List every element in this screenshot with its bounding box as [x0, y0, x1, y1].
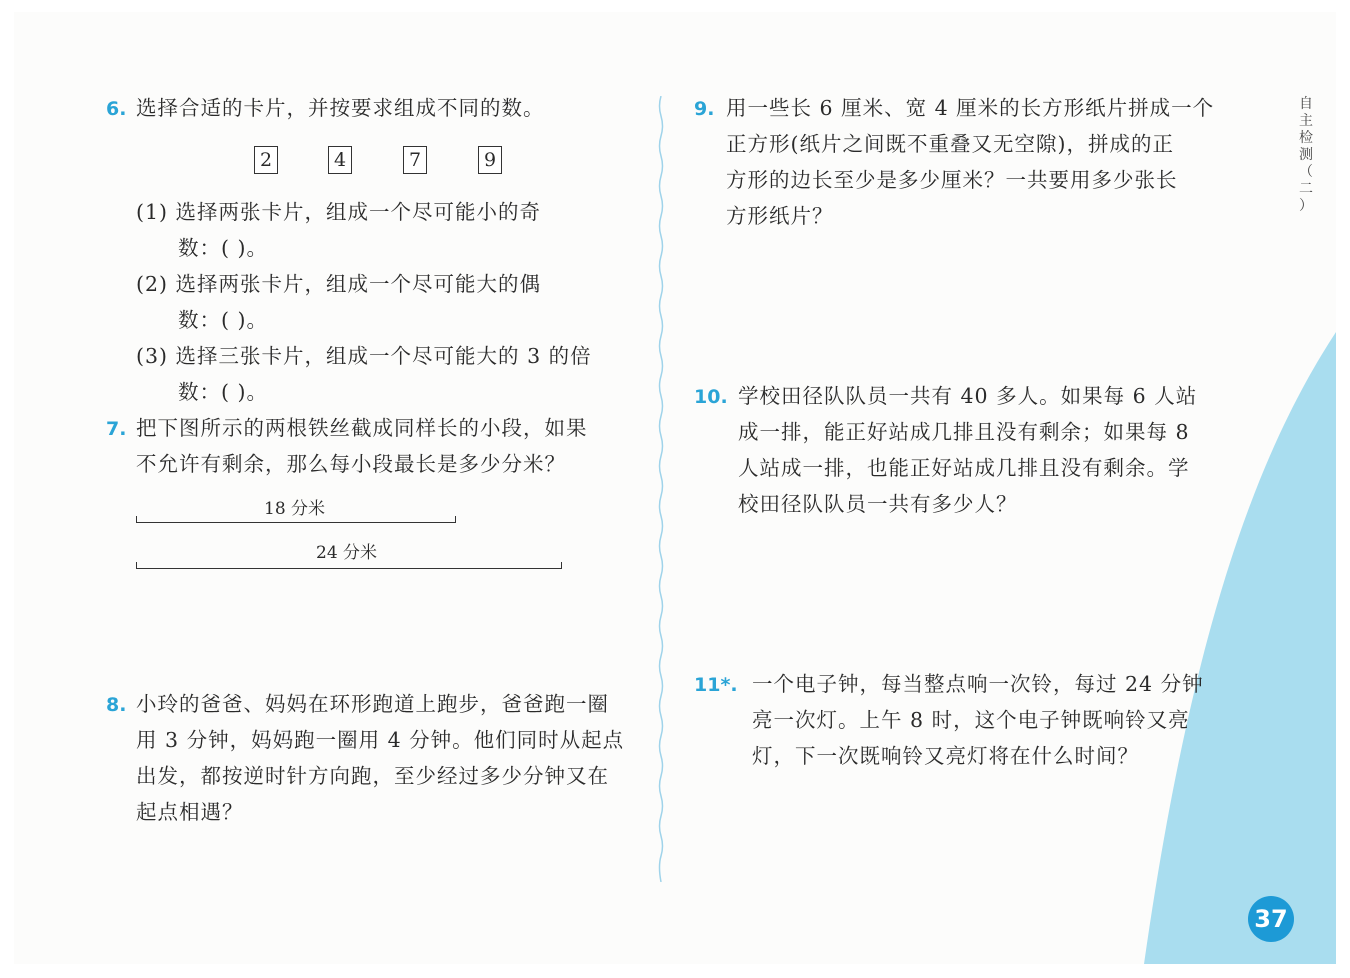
number-card-2: 2	[254, 146, 278, 174]
q10-line3: 人站成一排，也能正好站成几排且没有剩余。学	[738, 456, 1190, 480]
page-number-badge: 37	[1248, 896, 1294, 942]
q6-part1-line1: (1) 选择两张卡片，组成一个尽可能小的奇	[136, 200, 542, 224]
side-char: 检	[1299, 130, 1313, 146]
side-char: 二	[1299, 181, 1313, 197]
q11-line1: 一个电子钟，每当整点响一次铃，每过 24 分钟	[752, 672, 1204, 696]
q9-line4: 方形纸片？	[726, 204, 834, 228]
side-char: 测	[1299, 147, 1313, 163]
question-7-number: 7.	[106, 418, 127, 440]
wire-24-segment	[136, 562, 562, 569]
q6-part3-line2: 数：( )。	[178, 380, 269, 404]
q11-line2: 亮一次灯。上午 8 时，这个电子钟既响铃又亮	[752, 708, 1190, 732]
question-8-text	[136, 686, 624, 830]
question-6-text: 选择合适的卡片，并按要求组成不同的数。	[136, 96, 545, 120]
question-6-number: 6.	[106, 98, 127, 120]
question-9-number: 9.	[694, 98, 715, 120]
q6-part2-line2: 数：( )。	[178, 308, 269, 332]
wire-18-label: 18 分米	[264, 499, 326, 519]
q8-line2: 用 3 分钟，妈妈跑一圈用 4 分钟。他们同时从起点	[136, 728, 625, 752]
question-10-text	[738, 378, 1197, 522]
side-char: ）	[1299, 198, 1313, 214]
q10-line4: 校田径队队员一共有多少人？	[738, 492, 1018, 516]
q10-line2: 成一排，能正好站成几排且没有剩余；如果每 8	[738, 420, 1190, 444]
number-card-4: 4	[328, 146, 352, 174]
workbook-page	[14, 12, 1336, 964]
side-char: 主	[1299, 113, 1313, 129]
q11-line3: 灯，下一次既响铃又亮灯将在什么时间？	[752, 744, 1139, 768]
q8-line3: 出发，都按逆时针方向跑，至少经过多少分钟又在	[136, 764, 609, 788]
question-11-text	[752, 666, 1204, 774]
q7-line2: 不允许有剩余，那么每小段最长是多少分米？	[136, 452, 566, 476]
number-card-7: 7	[403, 146, 427, 174]
q7-line1: 把下图所示的两根铁丝截成同样长的小段，如果	[136, 416, 588, 440]
q8-line1: 小玲的爸爸、妈妈在环形跑道上跑步，爸爸跑一圈	[136, 692, 609, 716]
q9-line1: 用一些长 6 厘米、宽 4 厘米的长方形纸片拼成一个	[726, 96, 1215, 120]
page-divider	[657, 96, 665, 882]
q6-part3-line1: (3) 选择三张卡片，组成一个尽可能大的 3 的倍	[136, 344, 592, 368]
question-7-text	[136, 410, 588, 482]
q10-line1: 学校田径队队员一共有 40 多人。如果每 6 人站	[738, 384, 1198, 408]
side-section-label	[1294, 96, 1318, 215]
number-card-9: 9	[478, 146, 502, 174]
q9-line2: 正方形(纸片之间既不重叠又无空隙)，拼成的正	[726, 132, 1174, 156]
q6-part1-line2: 数：( )。	[178, 236, 269, 260]
question-10-number: 10.	[694, 386, 728, 408]
question-9-text	[726, 90, 1214, 234]
wire-18-segment	[136, 516, 456, 523]
side-char: （	[1299, 164, 1313, 180]
question-8-number: 8.	[106, 694, 127, 716]
q8-line4: 起点相遇？	[136, 800, 244, 824]
question-6-parts	[136, 194, 592, 410]
q9-line3: 方形的边长至少是多少厘米？一共要用多少张长	[726, 168, 1178, 192]
question-11-number: 11*.	[694, 674, 738, 696]
wire-24-label: 24 分米	[316, 543, 378, 563]
side-char: 自	[1299, 96, 1313, 112]
q6-part2-line1: (2) 选择两张卡片，组成一个尽可能大的偶	[136, 272, 542, 296]
